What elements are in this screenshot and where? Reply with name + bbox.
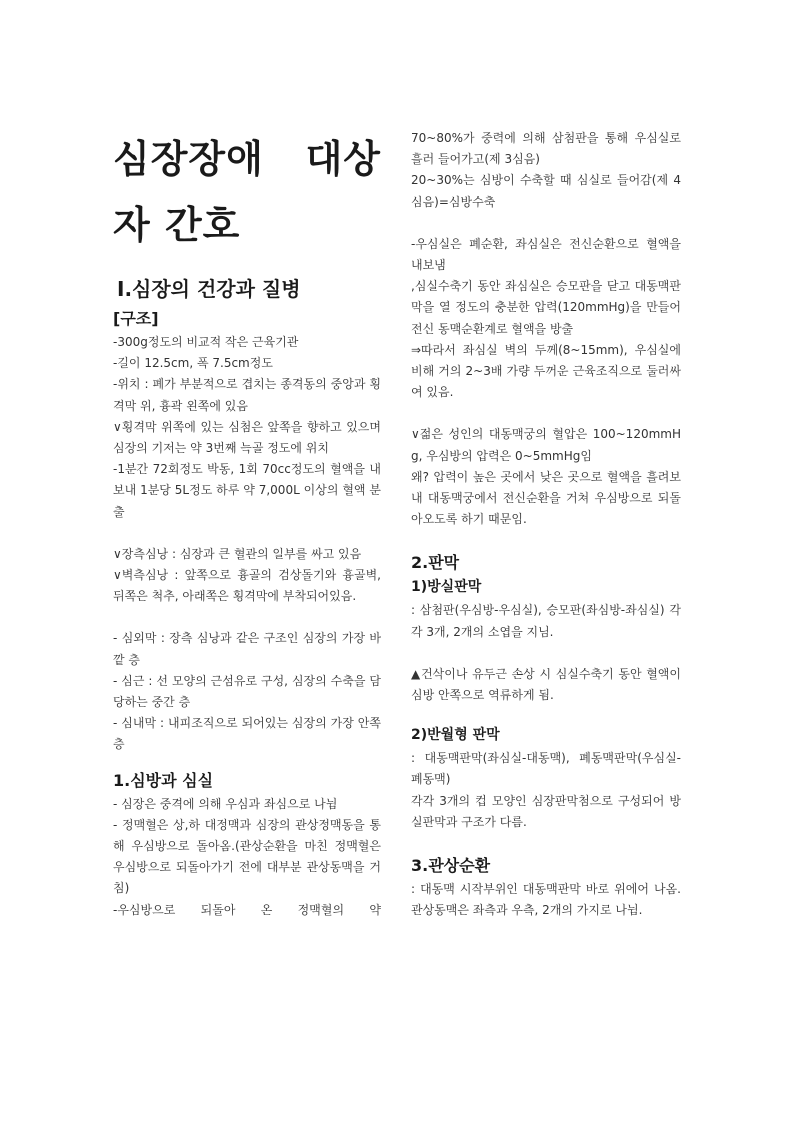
structure-heading: [구조] [113, 309, 159, 328]
paragraph: ∨벽측심낭 : 앞쪽으로 흉골의 검상돌기와 흉골벽, 뒤쪽은 척추, 아래쪽은 횡격막에 부착되어있음. [113, 568, 381, 604]
paragraph: 왜? 압력이 높은 곳에서 낮은 곳으로 혈액을 흘려보내 대동맥궁에서 전신순환을 거쳐 우심방으로 되돌아오도록 하기 때문임. [411, 469, 681, 527]
paragraph: -1분간 72회정도 박동, 1회 70cc정도의 혈액을 내보내 1분당 5L정도 하루 약 7,000L 이상의 혈액 분출 [113, 462, 381, 519]
paragraph: ∨횡격막 위쪽에 있는 심첨은 앞쪽을 향하고 있으며 심장의 기저는 약 3번째 늑골 정도에 위치 [113, 419, 381, 456]
paragraph: -우심방으로 되돌아 온 정맥혈의 약 [113, 902, 381, 917]
paragraph: : 삼첨판(우심방-우심실), 승모판(좌심방-좌심실) 각각 3개, 2개의 소엽을 지님. [411, 603, 681, 639]
subsection-heading-coronary-circulation: 3.관상순환 [411, 856, 491, 876]
subsection-heading-atria-ventricles: 1.심방과 심실 [113, 770, 214, 790]
paragraph: 각각 3개의 컵 모양인 심장판막첨으로 구성되어 방실판막과 구조가 다름. [411, 793, 681, 829]
section-heading-1: Ⅰ.심장의 건강과 질병 [117, 277, 301, 301]
paragraph: -우심실은 폐순환, 좌심실은 전신순환으로 혈액을 내보냄 [411, 236, 681, 273]
paragraph: ∨장측심낭 : 심장과 큰 혈관의 일부를 싸고 있음 [113, 546, 362, 561]
paragraph: - 정맥혈은 상,하 대정맥과 심장의 관상정맥동을 통해 우심방으로 돌아옴.(관상순환을 마친 정맥혈은 우심방으로 되돌아가기 전에 대부분 관상동맥을 거침) [113, 817, 381, 896]
paragraph: - 심내막 : 내피조직으로 되어있는 심장의 가장 안쪽 층 [113, 716, 381, 752]
paragraph: -길이 12.5cm, 폭 7.5cm정도 [113, 356, 273, 371]
paragraph: -300g정도의 비교적 작은 근육기관 [113, 335, 299, 349]
subsection-heading-semilunar-valves: 2)반월형 판막 [411, 727, 500, 744]
document-title [113, 126, 381, 258]
right-column [411, 128, 681, 921]
title-line-1: 심장장애 대상 [113, 137, 381, 181]
left-column [113, 122, 381, 921]
paragraph: 70~80%가 중력에 의해 삼첨판을 통해 우심실로 흘러 들어가고(제 3심음) [411, 131, 681, 167]
paragraph: ▲건삭이나 유두근 손상 시 심실수축기 동안 혈액이 심방 안쪽으로 역류하게 됨. [411, 666, 681, 703]
paragraph: - 심외막 : 장측 심낭과 같은 구조인 심장의 가장 바깥 층 [113, 631, 381, 667]
paragraph: 20~30%는 심방이 수축할 때 심실로 들어감(제 4심음)=심방수축 [411, 173, 681, 209]
paragraph: - 심장은 중격에 의해 우심과 좌심으로 나뉨 [113, 796, 338, 811]
paragraph: : 대동맥 시작부위인 대동맥판막 바로 위에어 나옴. 관상동맥은 좌측과 우측, 2개의 가지로 나뉨. [411, 882, 681, 918]
paragraph: - 심근 : 선 모양의 근섬유로 구성, 심장의 수축을 담당하는 중간 층 [113, 673, 381, 710]
paragraph: ⇒따라서 좌심실 벽의 두께(8~15mm), 우심실에 비해 거의 2~3배 가량 두꺼운 근육조직으로 둘러싸여 있음. [411, 342, 681, 400]
subsection-heading-valves: 2.판막 [411, 553, 460, 573]
paragraph: ,심실수축기 동안 좌심실은 승모판을 닫고 대동맥판막을 열 정도의 충분한 압력(120mmHg)을 만들어 전신 동맥순환계로 혈액을 방출 [411, 279, 681, 336]
title-line-2: 자 간호 [113, 203, 241, 247]
paragraph: ∨젊은 성인의 대동맥궁의 혈압은 100~120mmHg, 우심방의 압력은 0~5mmHg임 [411, 427, 681, 463]
paragraph: -위치 : 폐가 부분적으로 겹치는 종격동의 중앙과 횡격막 위, 흉곽 왼쪽에 있음 [113, 377, 381, 413]
subsection-heading-av-valves: 1)방실판막 [411, 579, 482, 596]
paragraph: : 대동맥판막(좌심실-대동맥), 폐동맥판막(우심실-폐동맥) [411, 751, 681, 787]
